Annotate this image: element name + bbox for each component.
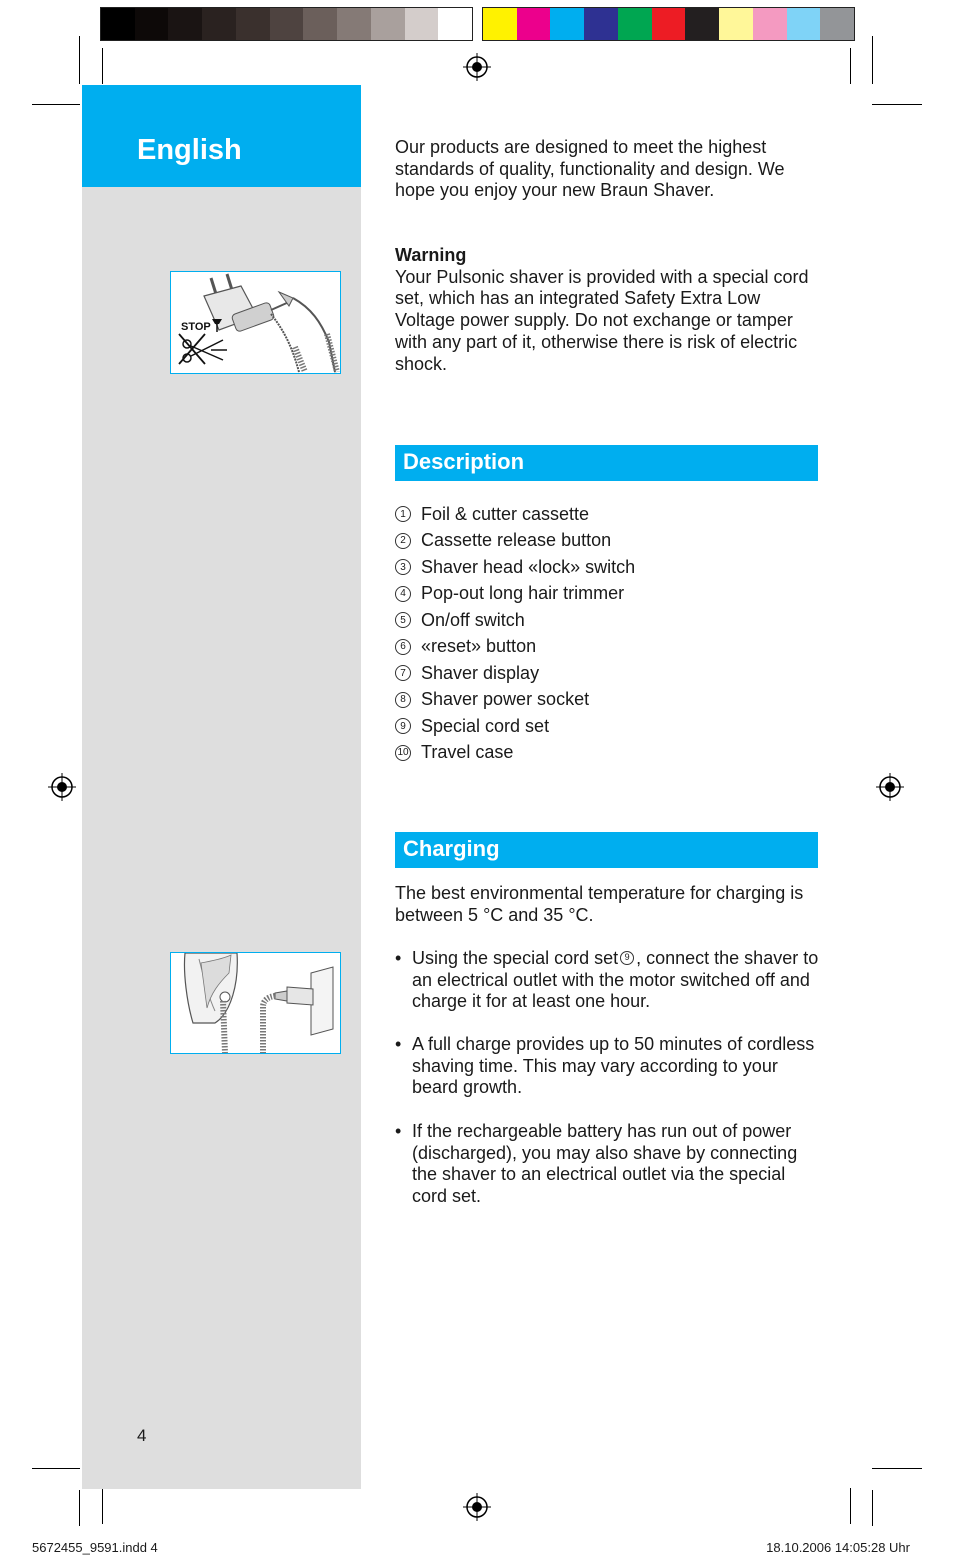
color-swatch — [337, 8, 371, 40]
item-label: «reset» button — [421, 636, 537, 657]
bullet-text: If the rechargeable battery has run out of power (discharged), you may also shave by connecting the shaver to an electrical outlet via the special cord set. — [412, 1121, 798, 1207]
item-number-badge: 9 — [620, 951, 634, 965]
intro-paragraph — [395, 137, 820, 202]
charging-bullet — [395, 1034, 820, 1099]
description-item — [395, 660, 815, 687]
charging-intro-text: The best environmental temperature for charging is between 5 °C and 35 °C. — [395, 883, 804, 925]
crop-mark — [872, 1490, 873, 1526]
item-label: Special cord set — [421, 715, 550, 736]
charging-heading: Charging — [395, 832, 818, 868]
description-item — [395, 740, 815, 767]
item-number-badge: 10 — [395, 745, 411, 761]
crop-mark — [850, 1488, 851, 1524]
description-item — [395, 634, 815, 661]
description-item — [395, 554, 815, 581]
color-swatch — [753, 8, 787, 40]
item-number-badge: 1 — [395, 506, 411, 522]
color-swatch — [303, 8, 337, 40]
warning-figure — [170, 271, 341, 374]
description-item — [395, 607, 815, 634]
crop-mark — [102, 1488, 103, 1524]
item-number-badge: 2 — [395, 533, 411, 549]
crop-mark — [850, 48, 851, 84]
item-number-badge: 3 — [395, 559, 411, 575]
bullet-dot: • — [395, 1121, 402, 1141]
crop-mark — [872, 104, 922, 105]
registration-mark-icon — [463, 1493, 491, 1521]
crop-mark — [32, 104, 80, 105]
bullet-text: , connect the shaver to an electrical outlet with the motor switched off and charge it for at least one hour. — [412, 948, 819, 1012]
item-label: Shaver head «lock» switch — [421, 556, 636, 577]
plug-no-tamper-icon — [171, 272, 340, 373]
description-item — [395, 501, 815, 528]
color-swatch — [652, 8, 686, 40]
color-swatch — [371, 8, 405, 40]
color-swatch — [550, 8, 584, 40]
bullet-dot: • — [395, 948, 402, 968]
gray-color-bar — [100, 7, 473, 41]
registration-mark-icon — [48, 773, 76, 801]
page-title: English — [137, 134, 242, 166]
stop-label: STOP — [181, 321, 211, 333]
item-number-badge: 5 — [395, 612, 411, 628]
item-number-badge: 4 — [395, 586, 411, 602]
charging-bullet — [395, 1121, 820, 1208]
description-item — [395, 581, 815, 608]
charging-intro — [395, 883, 820, 926]
description-item — [395, 528, 815, 555]
crop-mark — [872, 1468, 922, 1469]
bullet-text: A full charge provides up to 50 minutes of cordless shaving time. This may vary according to your beard growth. — [412, 1034, 815, 1098]
item-label: On/off switch — [421, 609, 525, 630]
footer-timestamp: 18.10.2006 14:05:28 Uhr — [766, 1540, 910, 1555]
color-swatch — [820, 8, 854, 40]
description-list — [395, 501, 815, 766]
item-label: Cassette release button — [421, 530, 612, 551]
color-swatch — [483, 8, 517, 40]
color-swatch — [101, 8, 135, 40]
color-swatch — [719, 8, 753, 40]
color-swatch — [236, 8, 270, 40]
color-swatch — [438, 8, 472, 40]
item-number-badge: 7 — [395, 665, 411, 681]
color-swatch — [787, 8, 821, 40]
crop-mark — [79, 1490, 80, 1526]
registration-mark-icon — [876, 773, 904, 801]
description-heading: Description — [395, 445, 818, 481]
color-swatch — [270, 8, 304, 40]
intro-text: Our products are designed to meet the highest standards of quality, functionality and design. We hope you enjoy your new Braun Shaver. — [395, 137, 785, 201]
warning-section — [395, 245, 820, 375]
color-swatch — [685, 8, 719, 40]
color-swatch — [618, 8, 652, 40]
item-label: Pop-out long hair trimmer — [421, 583, 625, 604]
item-number-badge: 6 — [395, 639, 411, 655]
page-number: 4 — [137, 1426, 147, 1445]
crop-mark — [102, 48, 103, 84]
item-number-badge: 9 — [395, 718, 411, 734]
color-swatch — [202, 8, 236, 40]
bullet-text: Using the special cord set — [412, 948, 619, 968]
process-color-bar — [482, 7, 855, 41]
color-swatch — [135, 8, 169, 40]
description-item — [395, 713, 815, 740]
footer-file-info: 5672455_9591.indd 4 — [32, 1540, 158, 1555]
warning-title: Warning — [395, 245, 467, 265]
crop-mark — [79, 36, 80, 84]
warning-text: Your Pulsonic shaver is provided with a special cord set, which has an integrated Safety Extra Low Voltage power supply. Do not exchange or tamper with any part of it, otherwise there is risk of electric shock. — [395, 266, 809, 374]
crop-mark — [32, 1468, 80, 1469]
charging-figure — [170, 952, 341, 1054]
item-number-badge: 8 — [395, 692, 411, 708]
color-swatch — [584, 8, 618, 40]
color-swatch — [168, 8, 202, 40]
registration-mark-icon — [463, 53, 491, 81]
language-title-block — [82, 85, 361, 187]
color-swatch — [517, 8, 551, 40]
item-label: Shaver power socket — [421, 689, 590, 710]
item-label: Foil & cutter cassette — [421, 503, 590, 524]
bullet-dot: • — [395, 1034, 402, 1054]
description-item — [395, 687, 815, 714]
crop-mark — [872, 36, 873, 84]
shaver-charging-icon — [171, 953, 340, 1053]
item-label: Travel case — [421, 742, 514, 763]
color-swatch — [405, 8, 439, 40]
charging-bullet — [395, 948, 820, 1013]
item-label: Shaver display — [421, 662, 540, 683]
